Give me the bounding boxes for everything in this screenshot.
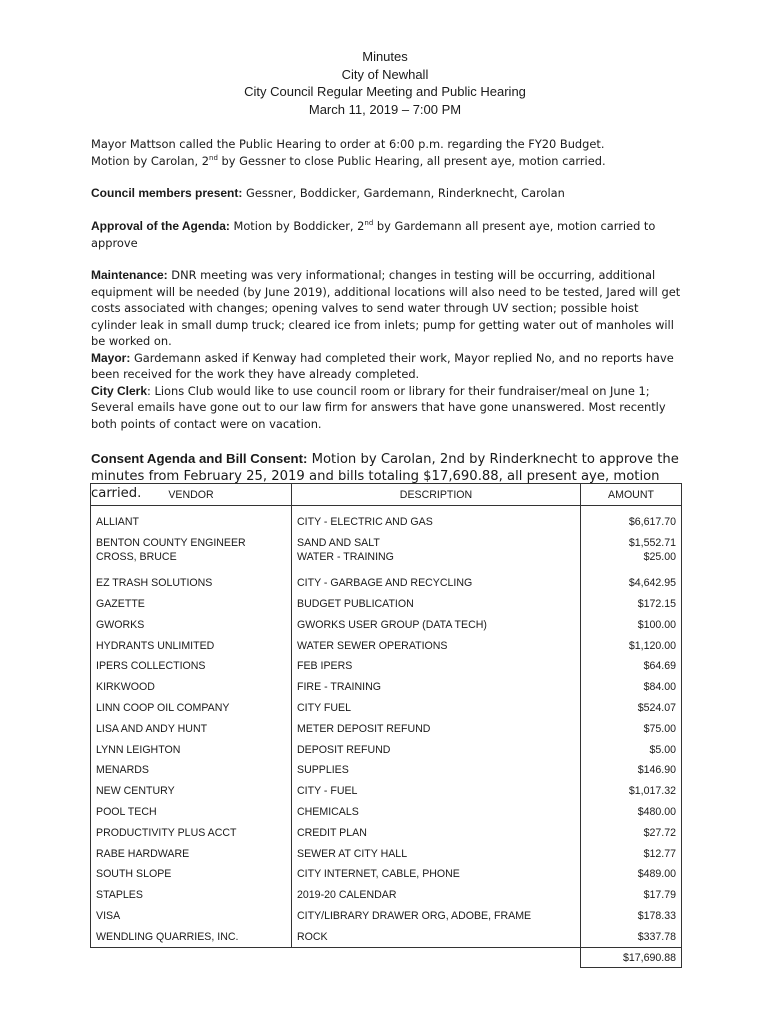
header-meeting: City Council Regular Meeting and Public Hearing xyxy=(244,84,526,99)
header-title: Minutes xyxy=(362,49,408,64)
table-row: GWORKS GWORKS USER GROUP (DATA TECH) $100.00 xyxy=(91,614,682,635)
table-row: MENARDS SUPPLIES $146.90 xyxy=(91,760,682,781)
table-row: KIRKWOOD FIRE - TRAINING $84.00 xyxy=(91,677,682,698)
table-row: NEW CENTURY CITY - FUEL $1,017.32 xyxy=(91,781,682,802)
table-row: GAZETTE BUDGET PUBLICATION $172.15 xyxy=(91,594,682,615)
vendor-column-header: VENDOR xyxy=(91,484,292,506)
header-city: City of Newhall xyxy=(341,66,429,82)
mayor-text: Gardemann asked if Kenway had completed their work, Mayor replied No, and no reports have been received for the work they have already completed. xyxy=(91,350,674,381)
maintenance-label: Maintenance: xyxy=(91,268,168,282)
table-row: EZ TRASH SOLUTIONS CITY - GARBAGE AND RECYCLING $4,642.95 xyxy=(91,573,682,594)
table-row: RABE HARDWARE SEWER AT CITY HALL $12.77 xyxy=(91,843,682,864)
table-row: POOL TECH CHEMICALS $480.00 xyxy=(91,802,682,823)
council-label: Council members present: xyxy=(91,186,243,200)
council-text: Gessner, Boddicker, Gardemann, Rinderknecht, Carolan xyxy=(242,186,565,200)
amount-column-header: AMOUNT xyxy=(581,484,682,506)
table-row: LINN COOP OIL COMPANY CITY FUEL $524.07 xyxy=(91,698,682,719)
consent-text: Motion by Carolan, 2nd by Rinderknecht to approve the minutes from February 25, 2019 and bills totaling $17,690.88, all present aye, motion carried. xyxy=(91,452,679,501)
table-row: ALLIANT CITY - ELECTRIC AND GAS $6,617.70 xyxy=(91,512,682,533)
hearing-line-2: Motion by Carolan, 2nd by Gessner to close Public Hearing, all present aye, motion carried. xyxy=(91,153,606,168)
maintenance-text: DNR meeting was very informational; changes in testing will be occurring, additional equipment will be needed (by June 2019), additional locations will also need to be tested, Jared will get costs associated with changes; opening valves to send water through UV section; possible hoist cylinder leak in small dump truck; cleared ice from inlets; pump for getting water out of manholes will be worked on. xyxy=(91,268,681,348)
bills-table xyxy=(90,483,682,968)
council-members-paragraph xyxy=(91,185,681,202)
public-hearing-paragraph xyxy=(91,136,681,169)
reports-paragraph xyxy=(91,267,681,432)
clerk-label: City Clerk xyxy=(91,383,148,398)
mayor-report xyxy=(91,350,681,383)
hearing-line-1: Mayor Mattson called the Public Hearing to order at 6:00 p.m. regarding the FY20 Budget. xyxy=(91,137,605,151)
description-column-header: DESCRIPTION xyxy=(292,484,581,506)
clerk-report xyxy=(91,383,681,433)
table-row: BENTON COUNTY ENGINEER CROSS, BRUCE SAND AND SALT WATER - TRAINING $1,552.71 $25.00 xyxy=(91,533,682,567)
table-row: WENDLING QUARRIES, INC. ROCK $337.78 xyxy=(91,926,682,947)
clerk-text: : Lions Club would like to use council room or library for their fundraiser/meal on June 1; Several emails have gone out to our law firm for answers that have gone unanswered. Most recently both points of contact were on vacation. xyxy=(91,383,666,431)
agenda-label: Approval of the Agenda: xyxy=(91,219,230,233)
total-amount: $17,690.88 xyxy=(581,948,682,968)
table-row: VISA CITY/LIBRARY DRAWER ORG, ADOBE, FRAME $178.33 xyxy=(91,906,682,927)
table-row: HYDRANTS UNLIMITED WATER SEWER OPERATIONS $1,120.00 xyxy=(91,635,682,656)
table-row: SOUTH SLOPE CITY INTERNET, CABLE, PHONE $489.00 xyxy=(91,864,682,885)
total-row xyxy=(91,948,682,968)
table-row: LYNN LEIGHTON DEPOSIT REFUND $5.00 xyxy=(91,739,682,760)
table-row: LISA AND ANDY HUNT METER DEPOSIT REFUND $75.00 xyxy=(91,718,682,739)
document-header xyxy=(0,48,770,118)
table-row: IPERS COLLECTIONS FEB IPERS $64.69 xyxy=(91,656,682,677)
header-date: March 11, 2019 – 7:00 PM xyxy=(308,101,462,117)
table-row: PRODUCTIVITY PLUS ACCT CREDIT PLAN $27.72 xyxy=(91,822,682,843)
mayor-label: Mayor: xyxy=(91,350,131,365)
consent-label: Consent Agenda and Bill Consent: xyxy=(91,451,308,466)
agenda-approval-paragraph: Approval of the Agenda: Motion by Boddicker, 2nd by Gardemann all present aye, motion carried to approve xyxy=(91,219,656,250)
table-row: STAPLES 2019-20 CALENDAR $17.79 xyxy=(91,885,682,906)
maintenance-report xyxy=(91,267,681,350)
